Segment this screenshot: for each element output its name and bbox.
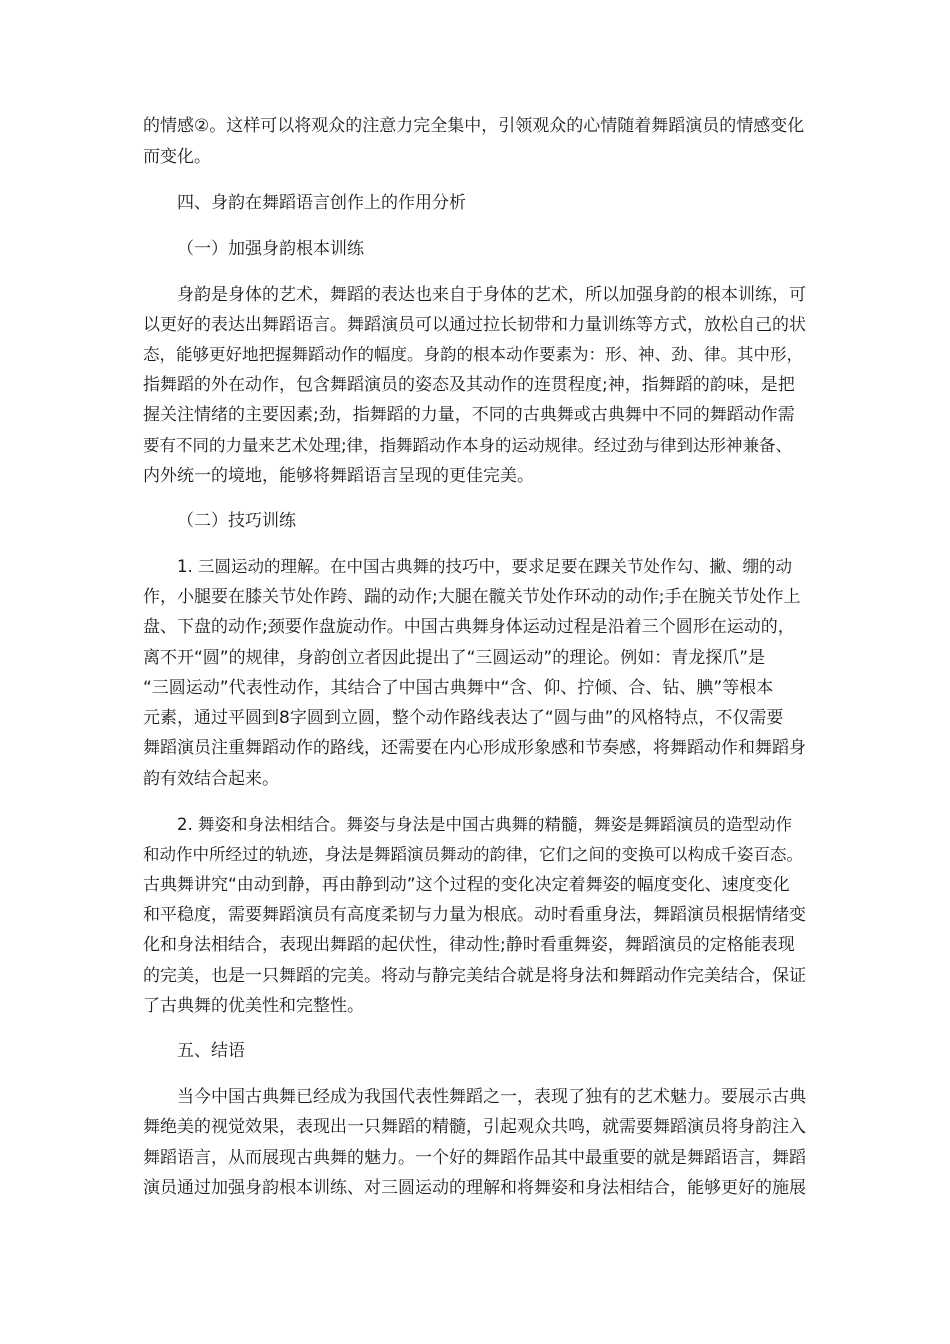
body-text-line: 身韵是身体的艺术，舞蹈的表达也来自于身体的艺术，所以加强身韵的根本训练，可 [177,285,806,305]
body-text-line: 离不开“圆”的规律，身韵创立者因此提出了“三圆运动”的理论。例如：青龙探爪”是 [143,648,766,668]
body-text-line: 1. 三圆运动的理解。在中国古典舞的技巧中，要求足要在踝关节处作勾、撇、绷的动 [177,557,792,576]
body-text-line: 2. 舞姿和身法相结合。舞姿与身法是中国古典舞的精髓，舞姿是舞蹈演员的造型动作 [177,815,792,834]
body-text-line: 了古典舞的优美性和完整性。 [143,996,364,1016]
body-text-line: 态，能够更好地把握舞蹈动作的幅度。身韵的根本动作要素为：形、神、劲、律。其中形， [143,345,803,364]
body-text-line: 内外统一的境地，能够将舞蹈语言呈现的更佳完美。 [143,466,534,486]
body-text-line: 当今中国古典舞已经成为我国代表性舞蹈之一，表现了独有的艺术魅力。要展示古典 [177,1087,806,1107]
body-text-line: 盘、下盘的动作;颈要作盘旋动作。中国古典舞身体运动过程是沿着三个圆形在运动的， [143,617,795,637]
body-text-line: 以更好的表达出舞蹈语言。舞蹈演员可以通过拉长韧带和力量训练等方式，放松自己的状 [143,315,806,335]
body-text-line: 指舞蹈的外在动作，包含舞蹈演员的姿态及其动作的连贯程度;神，指舞蹈的韵味，是把 [143,375,795,395]
body-text-line: 和平稳度，需要舞蹈演员有高度柔韧与力量为根底。动时看重身法，舞蹈演员根据情绪变 [143,905,806,925]
subsection-heading: （一）加强身韵根本训练 [177,239,364,259]
body-text-line: 的完美，也是一只舞蹈的完美。将动与静完美结合就是将身法和舞蹈动作完美结合，保证 [143,966,806,986]
body-text-line: 古典舞讲究“由动到静，再由静到动”这个过程的变化决定着舞姿的幅度变化、速度变化 [143,875,790,895]
body-text-line: 而变化。 [143,147,211,167]
body-text-line: “三圆运动”代表性动作，其结合了中国古典舞中“含、仰、拧倾、合、钻、腆”等根本 [143,678,774,698]
body-text-line: 要有不同的力量来艺术处理;律，指舞蹈动作本身的运动规律。经过劲与律到达形神兼备、 [143,436,793,455]
section-heading: 五、结语 [177,1041,245,1061]
body-text-line: 元素，通过平圆到8字圆到立圆，整个动作路线表达了“圆与曲”的风格特点，不仅需要 [143,708,784,728]
body-text-line: 握关注情绪的主要因素;劲，指舞蹈的力量，不同的古典舞或古典舞中不同的舞蹈动作需 [143,405,795,425]
body-text-line: 作，小腿要在膝关节处作跨、踹的动作;大腿在髋关节处作环动的动作;手在腕关节处作上 [143,587,801,607]
subsection-heading: （二）技巧训练 [177,511,296,531]
body-text-line: 舞蹈演员注重舞蹈动作的路线，还需要在内心形成形象感和节奏感，将舞蹈动作和舞蹈身 [143,738,806,758]
body-text-line: 舞绝美的视觉效果，表现出一只舞蹈的精髓，引起观众共鸣，就需要舞蹈演员将身韵注入 [143,1117,806,1137]
section-heading: 四、身韵在舞蹈语言创作上的作用分析 [177,193,466,213]
body-text-line: 舞蹈语言，从而展现古典舞的魅力。一个好的舞蹈作品其中最重要的就是舞蹈语言，舞蹈 [143,1148,806,1168]
body-text-line: 韵有效结合起来。 [143,769,279,789]
body-text-line: 的情感②。这样可以将观众的注意力完全集中，引领观众的心情随着舞蹈演员的情感变化 [143,116,805,136]
body-text-line: 演员通过加强身韵根本训练、对三圆运动的理解和将舞姿和身法相结合，能够更好的施展 [143,1178,806,1198]
body-text-line: 化和身法相结合，表现出舞蹈的起伏性，律动性;静时看重舞姿，舞蹈演员的定格能表现 [143,935,795,955]
body-text-line: 和动作中所经过的轨迹，身法是舞蹈演员舞动的韵律，它们之间的变换可以构成千姿百态。 [143,845,803,864]
